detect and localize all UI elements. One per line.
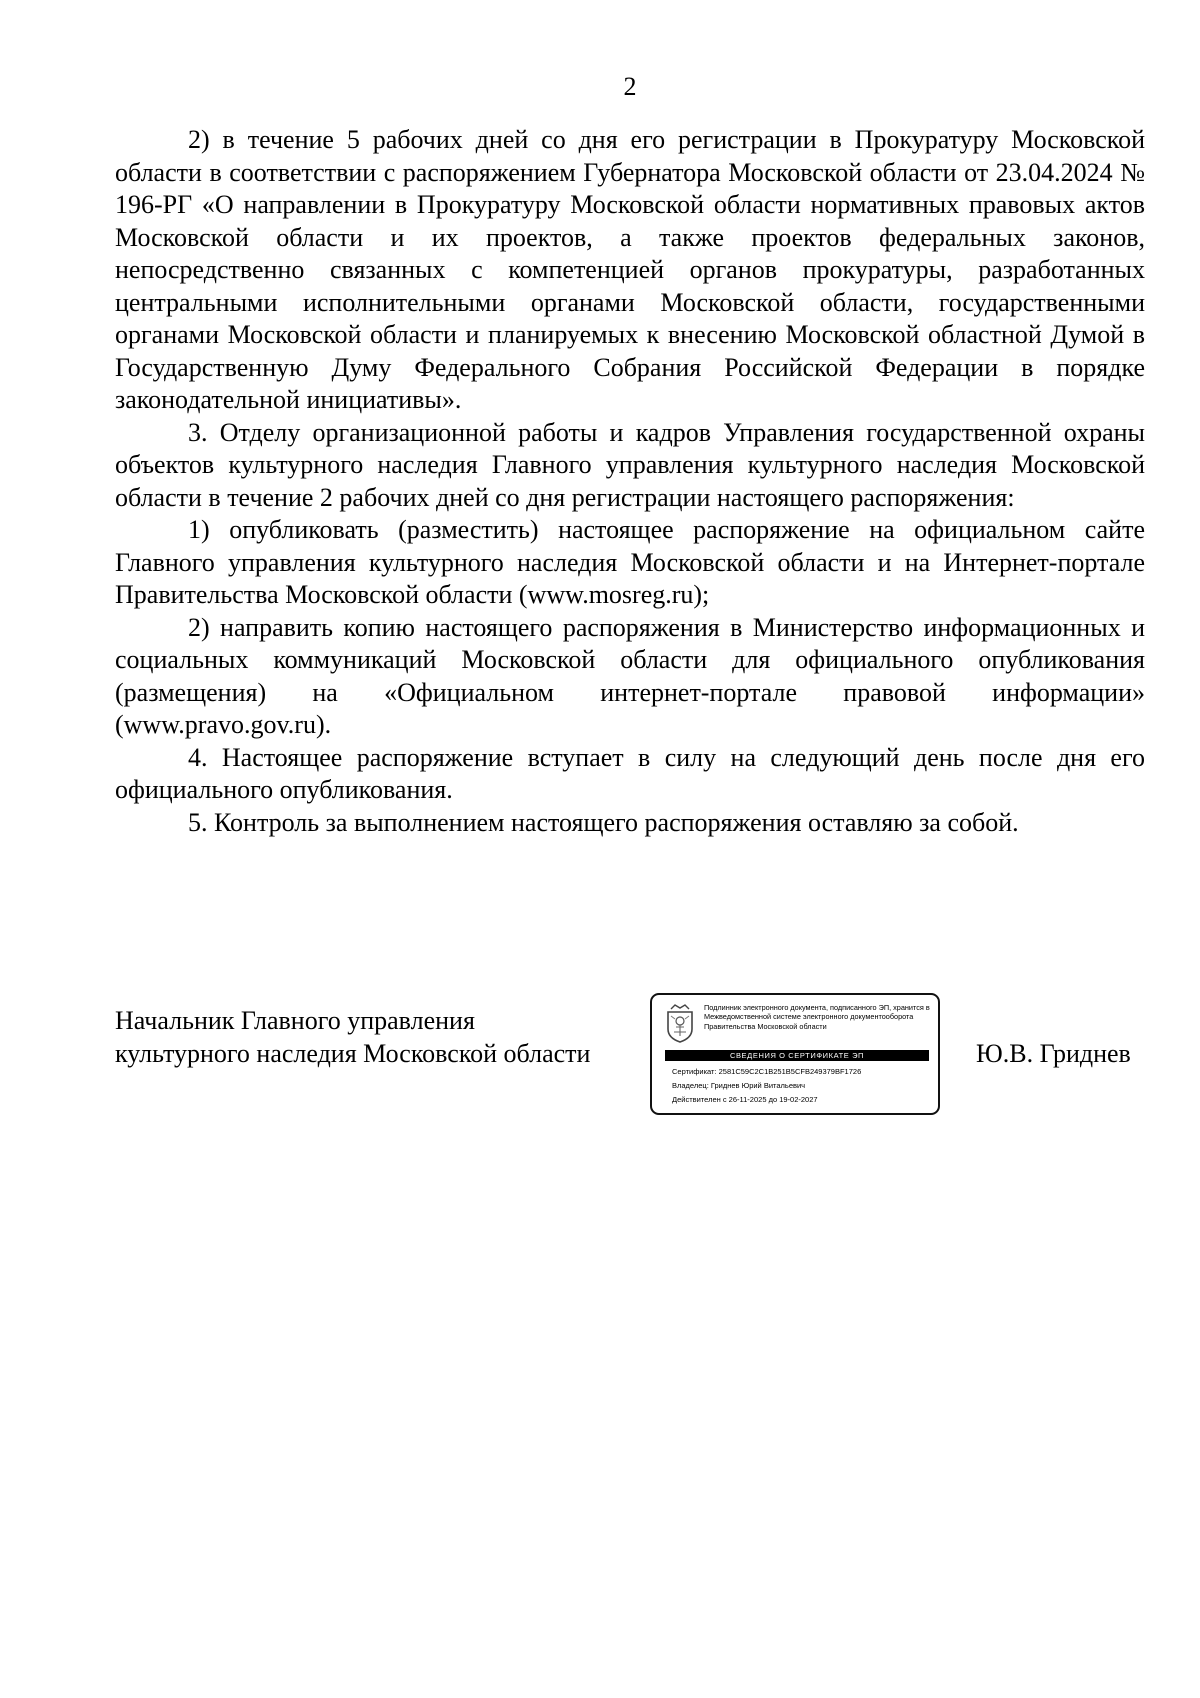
- signatory-position-line-1: Начальник Главного управления: [115, 1006, 475, 1035]
- paragraph-3-item-2: 2) направить копию настоящего распоряжения в Министерство информационных и социальных коммуникаций Московской области для официального опубликования (размещения) на «Официальном интернет-портале правовой информации» (www.pravo.gov.ru).: [115, 612, 1145, 739]
- paragraph-2-item-2: 2) в течение 5 рабочих дней со дня его регистрации в Прокуратуру Московской области в соответствии с распоряжением Губернатора Московской области от 23.04.2024 № 196-РГ «О направлении в Прокуратуру Московской области нормативных правовых актов Московской области и их проектов, а также проектов федеральных законов, непосредственно связанных с компетенцией органов прокуратуры, разработанных центральными исполнительными органами Московской области, государственными органами Московской области и планируемых к внесению Московской областной Думой в Государственную Думу Федерального Собрания Российской Федерации в порядке законодательной инициативы».: [115, 125, 1145, 414]
- coat-of-arms-icon: [665, 1003, 695, 1043]
- paragraph-3-item-1: 1) опубликовать (разместить) настоящее распоряжение на официальном сайте Главного управления культурного наследия Московской области и на Интернет-портале Правительства Московской области (www.mosreg.ru);: [115, 515, 1145, 609]
- document-body: [115, 124, 1145, 839]
- paragraph-3: 3. Отделу организационной работы и кадров Управления государственной охраны объектов культурного наследия Главного управления культурного наследия Московской области в течение 2 рабочих дней со дня регистрации настоящего распоряжения:: [115, 417, 1145, 512]
- stamp-certificate-details: [672, 1065, 934, 1107]
- paragraph-5: 5. Контроль за выполнением настоящего распоряжения оставляю за собой.: [188, 807, 1019, 837]
- stamp-owner: Владелец: Гриднев Юрий Витальевич: [672, 1081, 806, 1090]
- paragraph-4: 4. Настоящее распоряжение вступает в силу на следующий день после дня его официального опубликования.: [115, 742, 1145, 804]
- stamp-certificate-number: Сертификат: 2581C59C2C1B251B5CFB249379BF1726: [672, 1067, 862, 1076]
- stamp-info-text: Подлинник электронного документа, подписанного ЭП, хранится в Межведомственной системе электронного документооборота Правительства Московской области: [704, 1003, 930, 1031]
- signatory-name: Ю.В. Гриднев: [976, 1039, 1131, 1068]
- page-number: 2: [623, 72, 637, 101]
- stamp-certificate-header: СВЕДЕНИЯ О СЕРТИФИКАТЕ ЭП: [665, 1050, 929, 1061]
- electronic-signature-stamp: [650, 993, 940, 1115]
- signatory-position: [115, 1004, 590, 1070]
- signatory-position-line-2: культурного наследия Московской области: [115, 1039, 591, 1068]
- stamp-validity: Действителен с 26-11-2025 до 19-02-2027: [672, 1095, 818, 1104]
